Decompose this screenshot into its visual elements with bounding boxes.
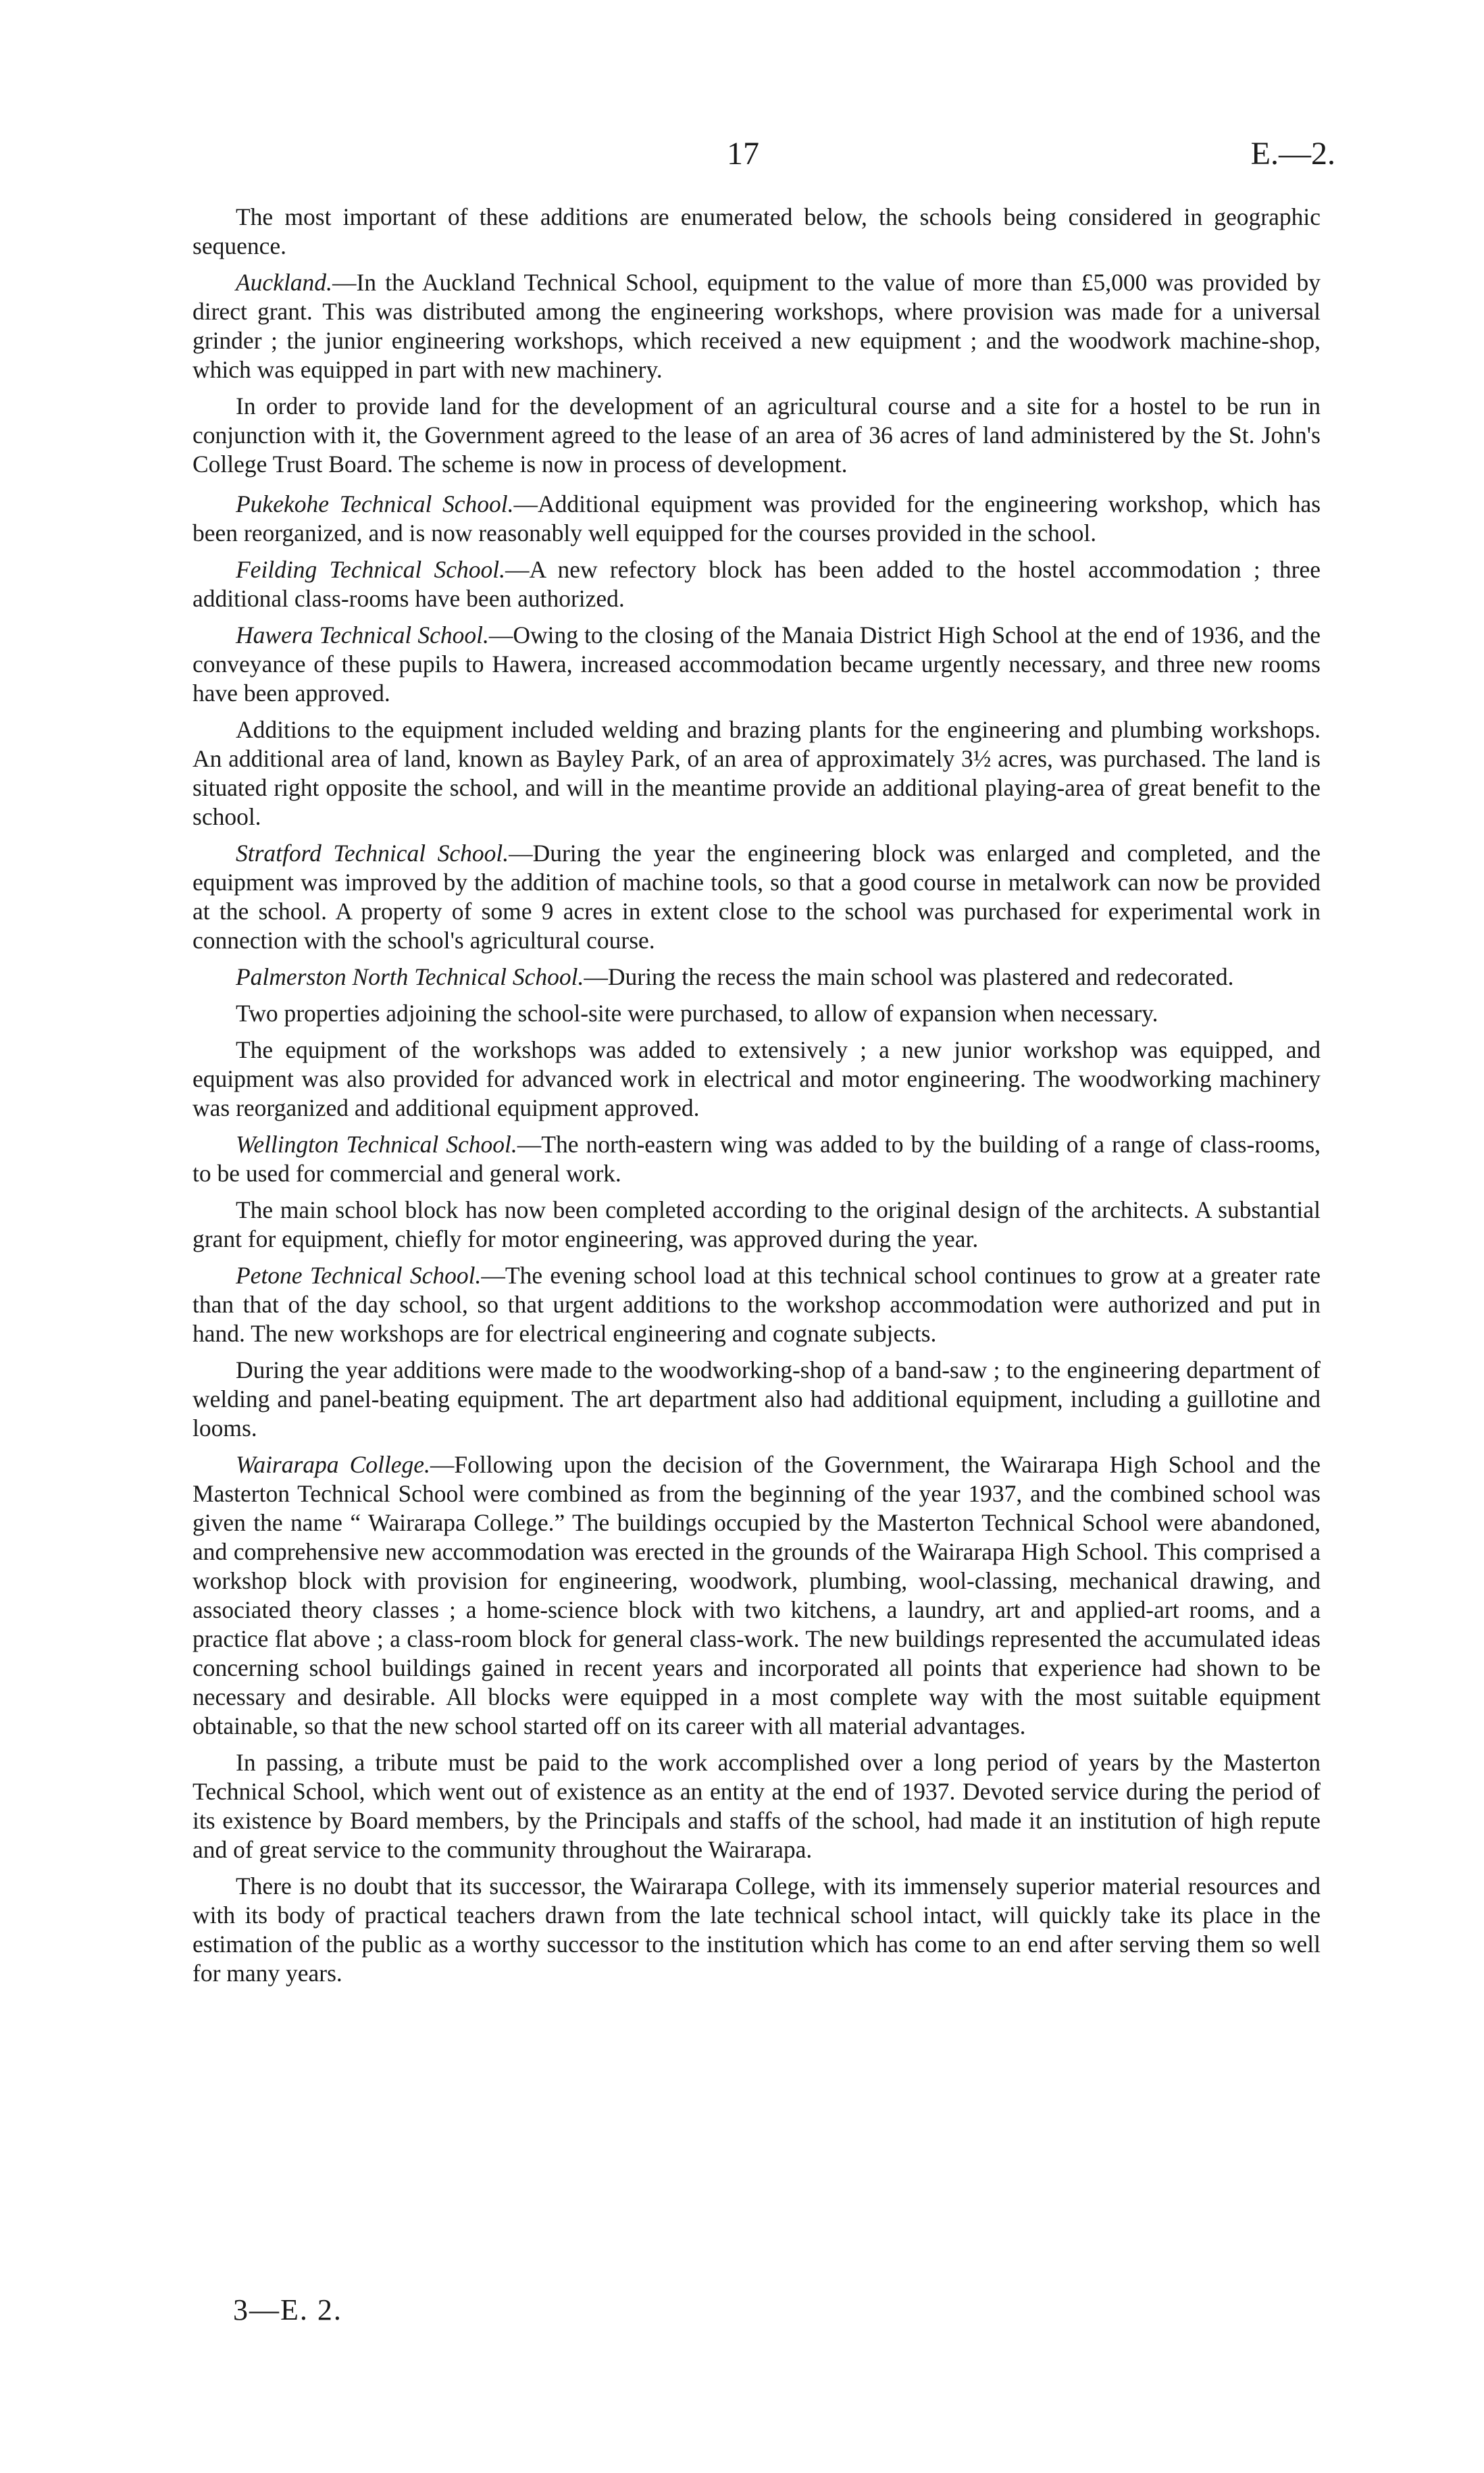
paragraph bbox=[193, 1356, 1321, 1443]
paragraph-text: In order to provide land for the development of an agricultural course and a site for a hostel to be run in conjunction with it, the Government agreed to the lease of an area of 36 acres of land administered by the St. John's College Trust Board. The scheme is now in process of development. bbox=[193, 392, 1321, 478]
paragraph-text: The most important of these additions are enumerated below, the schools being considered in geographic sequence. bbox=[193, 203, 1321, 259]
paragraph bbox=[193, 1036, 1321, 1123]
paragraph bbox=[193, 999, 1321, 1028]
section-heading: Stratford Technical School. bbox=[236, 840, 509, 867]
paragraph-text: —Owing to the closing of the Manaia District High School at the end of 1936, and the conveyance of these pupils to Hawera, increased accommodation became urgently necessary, and three new rooms have been approved. bbox=[193, 621, 1321, 707]
paragraph bbox=[193, 268, 1321, 384]
paragraph-text: During the year additions were made to the woodworking-shop of a band-saw ; to the engineering department of welding and panel-beating equipment. The art department also had additional equipment, including a guillotine and looms. bbox=[193, 1356, 1321, 1442]
paragraph-text: The main school block has now been completed according to the original design of the architects. A substantial grant for equipment, chiefly for motor engineering, was approved during the year. bbox=[193, 1196, 1321, 1252]
section-heading: Palmerston North Technical School. bbox=[236, 963, 584, 990]
paragraph bbox=[193, 555, 1321, 613]
section-heading: Feilding Technical School. bbox=[236, 556, 506, 583]
paragraph-text: —The north-eastern wing was added to by the building of a range of class-rooms, to be used for commercial and general work. bbox=[193, 1131, 1321, 1187]
paragraph bbox=[193, 392, 1321, 479]
paragraph-text: —Following upon the decision of the Government, the Wairarapa High School and the Masterton Technical School were combined as from the beginning of the year 1937, and the combined school was given the name “ Wairarapa College.” The buildings occupied by the Masterton Technical School were abandoned, and comprehensive new accommodation was erected in the grounds of the Wairarapa High School. This comprised a workshop block with provision for engineering, woodwork, plumbing, wool-classing, mechanical drawing, and associated theory classes ; a home-science block with two kitchens, a laundry, art and applied-art rooms, and a practice flat above ; a class-room block for general class-work. The new buildings represented the accumulated ideas concerning school buildings gained in recent years and incorporated all points that experience had shown to be necessary and desirable. All blocks were equipped in a most complete way with the most suitable equipment obtainable, so that the new school started off on its career with all material advantages. bbox=[193, 1451, 1321, 1739]
paragraph bbox=[193, 1872, 1321, 1988]
paragraph bbox=[193, 1196, 1321, 1254]
paragraph bbox=[193, 1450, 1321, 1741]
paragraph-text: There is no doubt that its successor, the Wairarapa College, with its immensely superior material resources and with its body of practical teachers drawn from the late technical school intact, will quickly take its place in the estimation of the public as a worthy successor to the institution which has come to an end after serving them so well for many years. bbox=[193, 1872, 1321, 1987]
paragraph bbox=[193, 1261, 1321, 1348]
paragraph-text: —In the Auckland Technical School, equipment to the value of more than £5,000 was provided by direct grant. This was distributed among the engineering workshops, where provision was made for a universal grinder ; the junior engineering workshops, which received a new equipment ; and the woodwork machine-shop, which was equipped in part with new machinery. bbox=[193, 269, 1321, 383]
body-text bbox=[193, 203, 1321, 1995]
paragraph-text: Additions to the equipment included welding and brazing plants for the engineering and plumbing workshops. An additional area of land, known as Bayley Park, of an area of approximately 3½ acres, was purchased. The land is situated right opposite the school, and will in the meantime provide an additional playing-area of great benefit to the school. bbox=[193, 716, 1321, 830]
section-heading: Auckland. bbox=[236, 269, 332, 296]
paragraph-text: —During the recess the main school was plastered and redecorated. bbox=[584, 963, 1234, 990]
document-reference: E.—2. bbox=[1250, 136, 1335, 172]
paragraph bbox=[193, 490, 1321, 548]
paragraph bbox=[193, 963, 1321, 992]
paragraph-text: The equipment of the workshops was added to extensively ; a new junior workshop was equipped, and equipment was also provided for advanced work in electrical and motor engineering. The woodworking machinery was reorganized and additional equipment approved. bbox=[193, 1036, 1321, 1121]
page-number: 17 bbox=[727, 136, 759, 172]
paragraph bbox=[193, 839, 1321, 955]
paragraph bbox=[193, 203, 1321, 261]
paragraph bbox=[193, 621, 1321, 708]
section-heading: Wellington Technical School. bbox=[236, 1131, 517, 1158]
section-heading: Hawera Technical School. bbox=[236, 621, 489, 648]
paragraph-text: —A new refectory block has been added to the hostel accommodation ; three additional class-rooms have been authorized. bbox=[193, 556, 1321, 612]
paragraph-text: In passing, a tribute must be paid to the work accomplished over a long period of years by the Masterton Technical School, which went out of existence as an entity at the end of 1937. Devoted service during the period of its existence by Board members, by the Principals and staffs of the school, had made it an institution of high repute and of great service to the community throughout the Wairarapa. bbox=[193, 1749, 1321, 1863]
paragraph-text: —The evening school load at this technical school continues to grow at a greater rate than that of the day school, so that urgent additions to the workshop accommodation were authorized and put in hand. The new workshops are for electrical engineering and cognate subjects. bbox=[193, 1262, 1321, 1347]
footer-signature: 3—E. 2. bbox=[233, 2293, 342, 2326]
paragraph-text: —Additional equipment was provided for the engineering workshop, which has been reorganized, and is now reasonably well equipped for the courses provided in the school. bbox=[193, 490, 1321, 546]
paragraph bbox=[193, 1130, 1321, 1188]
paragraph-text: —During the year the engineering block was enlarged and completed, and the equipment was improved by the addition of machine tools, so that a good course in metalwork can now be provided at the school. A property of some 9 acres in extent close to the school was purchased for experimental work in connection with the school's agricultural course. bbox=[193, 840, 1321, 954]
paragraph-text: Two properties adjoining the school-site were purchased, to allow of expansion when necessary. bbox=[236, 1000, 1158, 1027]
section-heading: Pukekohe Technical School. bbox=[236, 490, 514, 517]
section-heading: Petone Technical School. bbox=[236, 1262, 482, 1289]
paragraph bbox=[193, 1748, 1321, 1864]
section-heading: Wairarapa College. bbox=[236, 1451, 430, 1478]
paragraph bbox=[193, 715, 1321, 832]
